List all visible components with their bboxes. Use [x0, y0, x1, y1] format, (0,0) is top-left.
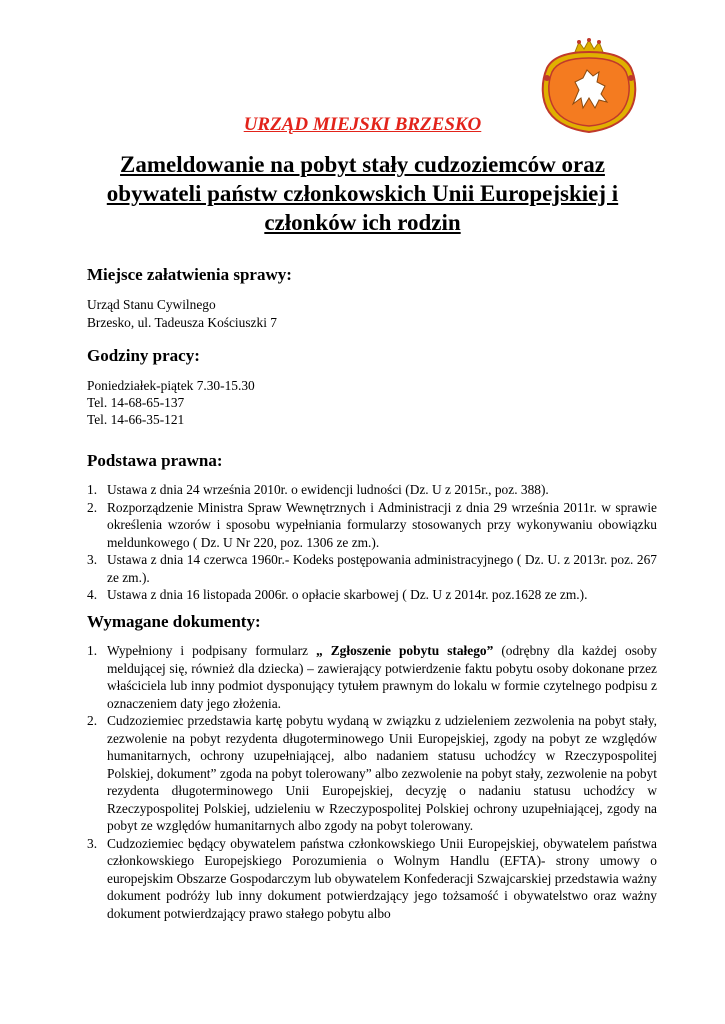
documents-list — [87, 642, 657, 922]
list-item: 2. Rozporządzenie Ministra Spraw Wewnętrznych i Administracji z dnia 29 września 2011r. w sprawie określenia wzorów i sposobu wypełniania formularzy stosowanych przy wykonywaniu obowiązku meldunkowego ( Dz. U Nr 220, poz. 1306 ze zm.). — [87, 499, 657, 550]
list-item: 1. Ustawa z dnia 24 września 2010r. o ewidencji ludności (Dz. U z 2015r., poz. 388). — [87, 482, 549, 497]
hours-line: Poniedziałek-piątek 7.30-15.30 — [87, 378, 255, 393]
legal-heading: Podstawa prawna: — [87, 451, 223, 470]
place-heading: Miejsce załatwienia sprawy: — [87, 265, 292, 284]
list-item: 3. Cudzoziemiec będący obywatelem państwa członkowskiego Unii Europejskiej, obywatelem państwa członkowskiego Europejskiego Porozumienia o Wolnym Handlu (EFTA)- strony umowy o europejskim Obszarze Gospodarczym lub obywatelem Konfederacji Szwajcarskiej przedstawia ważny dokument podróży lub inny dokument potwierdzający jego tożsamość i obywatelstwo oraz ważny dokument potwierdzający prawo stałego pobytu albo — [87, 835, 657, 921]
place-line: Brzesko, ul. Tadeusza Kościuszki 7 — [87, 315, 277, 330]
office-name: URZĄD MIEJSKI BRZESKO — [243, 114, 482, 135]
phone-line: Tel. 14-68-65-137 — [87, 395, 185, 410]
place-line: Urząd Stanu Cywilnego — [87, 297, 216, 312]
documents-heading: Wymagane dokumenty: — [87, 612, 261, 631]
legal-list — [87, 481, 657, 604]
list-item: 3. Ustawa z dnia 14 czerwca 1960r.- Kodeks postępowania administracyjnego ( Dz. U. z 2013r. poz. 267 ze zm.). — [87, 552, 657, 585]
list-item: 2. Cudzoziemiec przedstawia kartę pobytu wydaną w związku z udzieleniem zezwolenia na pobyt stały, zezwolenie na pobyt rezydenta długoterminowego Unii Europejskiej, zgody na pobyt ze względów humanitarnych, ochrony uzupełniającej, albo nadaniem statusu uchodźcy w Rzeczypospolitej Polskiej, dokument” zgoda na pobyt tolerowany” albo zezwolenie na pobyt stały, zezwolenie na pobyt rezydenta długoterminowego Unii Europejskiej, decyzję o nadaniu statusu uchodźcy w Rzeczypospolitej Polskiej, udzieleniu w Rzeczypospolitej Polskiej ochrony uzupełniającej, zgody na pobyt ze względów humanitarnych albo zgody na pobyt tolerowany. — [87, 713, 657, 833]
list-item: 1. Wypełniony i podpisany formularz „ Zgłoszenie pobytu stałego” (odrębny dla każdej osoby meldującej się, również dla dziecka) – zawierający potwierdzenie faktu pobytu osoby dokonane przez właściciela lub inny podmiot dysponujący tytułem prawnym do lokalu w formie czytelnego podpisu z oznaczeniem daty jego złożenia. — [87, 643, 657, 711]
list-item: 4. Ustawa z dnia 16 listopada 2006r. o opłacie skarbowej ( Dz. U z 2014r. poz.1628 ze zm.). — [87, 587, 588, 602]
document-title: Zameldowanie na pobyt stały cudzoziemców oraz obywateli państw członkowskich Unii Europejskiej i członków ich rodzin — [106, 152, 619, 235]
phone-line: Tel. 14-66-35-121 — [87, 412, 185, 427]
hours-heading: Godziny pracy: — [87, 346, 200, 365]
form-name: „ Zgłoszenie pobytu stałego” — [316, 643, 494, 658]
